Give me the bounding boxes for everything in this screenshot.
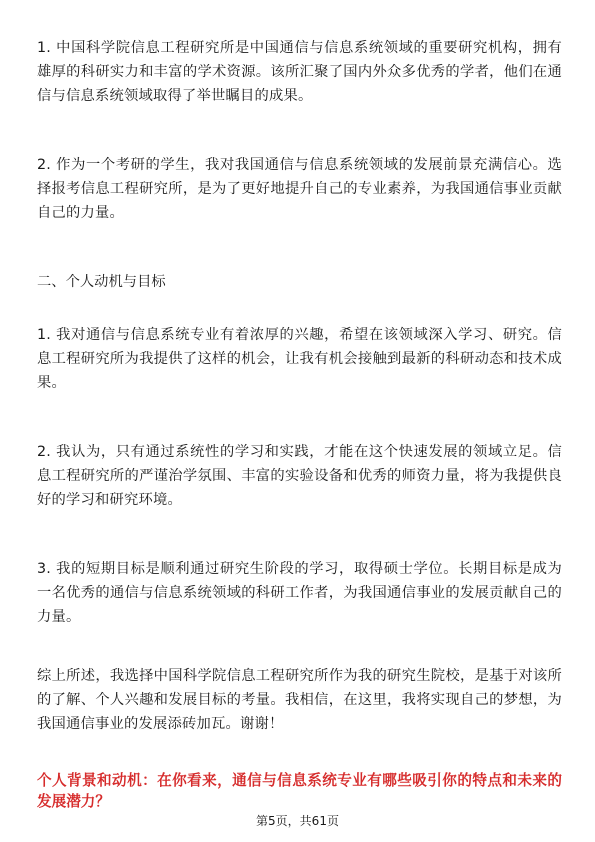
section-heading-motivation-goals: 二、个人动机与目标: [37, 274, 166, 290]
paragraph-goals: 3. 我的短期目标是顺利通过研究生阶段的学习，取得硕士学位。长期目标是成为一名优秀的通信与信息系统领域的科研工作者，为我国通信事业的发展贡献自己的力量。: [37, 561, 562, 626]
paragraph-interest: 1. 我对通信与信息系统专业有着浓厚的兴趣，希望在该领域深入学习、研究。信息工程研究所为我提供了这样的机会，让我有机会接触到最新的科研动态和技术成果。: [37, 327, 562, 392]
paragraph-exam-motivation: 2. 作为一个考研的学生，我对我国通信与信息系统领域的发展前景充满信心。选择报考信息工程研究所，是为了更好地提升自己的专业素养，为我国通信事业贡献自己的力量。: [37, 157, 562, 222]
page-number-footer: 第5页，共61页: [256, 814, 339, 828]
paragraph-conclusion: 综上所述，我选择中国科学院信息工程研究所作为我的研究生院校，是基于对该所的了解、个人兴趣和发展目标的考量。我相信，在这里，我将实现自己的梦想，为我国通信事业的发展添砖加瓦。谢谢！: [37, 668, 562, 733]
paragraph-institute-intro: 1. 中国科学院信息工程研究所是中国通信与信息系统领域的重要研究机构，拥有雄厚的科研实力和丰富的学术资源。该所汇聚了国内外众多优秀的学者，他们在通信与信息系统领域取得了举世瞩目的成果。: [37, 40, 562, 105]
paragraph-systematic-learning: 2. 我认为，只有通过系统性的学习和实践，才能在这个快速发展的领域立足。信息工程研究所的严谨治学氛围、丰富的实验设备和优秀的师资力量，将为我提供良好的学习和研究环境。: [37, 444, 562, 509]
interview-question: 个人背景和动机：在你看来，通信与信息系统专业有哪些吸引你的特点和未来的发展潜力？: [37, 772, 562, 810]
